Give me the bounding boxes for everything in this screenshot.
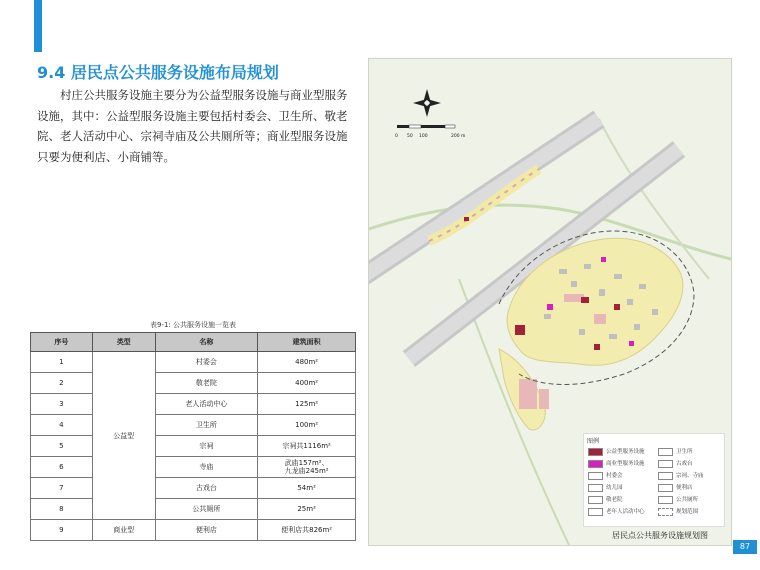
cell-no: 9 (31, 520, 93, 541)
scale-label: 100 (419, 134, 428, 139)
legend-label: 公益型服务设施 (606, 449, 645, 455)
legend-item (658, 483, 693, 492)
legend-swatch (588, 460, 603, 468)
cell-area: 125m² (258, 394, 356, 415)
cell-name: 卫生所 (155, 415, 258, 436)
cell-no: 2 (31, 373, 93, 394)
header-area: 建筑面积 (258, 333, 356, 352)
scale-label: 0 (395, 134, 398, 139)
cell-no: 5 (31, 436, 93, 457)
cell-no: 4 (31, 415, 93, 436)
cell-area: 100m² (258, 415, 356, 436)
cell-no: 6 (31, 457, 93, 478)
table-row (31, 415, 356, 436)
legend-symbol (588, 484, 603, 492)
cell-area (258, 457, 356, 478)
legend-symbol (658, 448, 673, 456)
cell-name: 便利店 (155, 520, 258, 541)
accent-bar (34, 0, 42, 52)
legend-symbol (588, 496, 603, 504)
header-type: 类型 (92, 333, 155, 352)
map-caption: 居民点公共服务设施规划图 (612, 531, 708, 540)
legend-item (588, 447, 645, 456)
cell-area: 25m² (258, 499, 356, 520)
legend-symbol (658, 508, 673, 516)
cell-name: 古戏台 (155, 478, 258, 499)
legend-symbol (658, 472, 673, 480)
legend-symbol (588, 508, 603, 516)
legend-item (588, 495, 623, 504)
cell-no: 8 (31, 499, 93, 520)
cell-area: 480m² (258, 352, 356, 373)
table-row (31, 499, 356, 520)
cell-no: 1 (31, 352, 93, 373)
cell-name: 寺庙 (155, 457, 258, 478)
legend-item (588, 471, 623, 480)
cell-area: 400m² (258, 373, 356, 394)
table-caption: 表9-1: 公共服务设施一览表 (149, 321, 237, 329)
legend-label: 敬老院 (606, 497, 623, 503)
legend-label: 幼儿园 (606, 485, 623, 491)
legend-label: 便利店 (676, 485, 693, 491)
cell-name: 公共厕所 (155, 499, 258, 520)
legend-item (658, 459, 693, 468)
header-name: 名称 (155, 333, 258, 352)
legend-label: 规划范围 (676, 509, 699, 515)
table-row (31, 478, 356, 499)
cell-area: 宗祠共1116m² (258, 436, 356, 457)
map-legend (583, 433, 725, 527)
legend-symbol (658, 496, 673, 504)
legend-label: 商业型服务设施 (606, 461, 645, 467)
legend-label: 村委会 (606, 473, 623, 479)
legend-symbol (588, 472, 603, 480)
cell-type-public: 公益型 (92, 352, 155, 520)
section-title: 9.4 居民点公共服务设施布局规划 (37, 63, 279, 82)
legend-symbol (658, 460, 673, 468)
table-row (31, 373, 356, 394)
table-row (31, 436, 356, 457)
cell-type-commercial: 商业型 (92, 520, 155, 541)
page-number: 87 (733, 540, 757, 554)
legend-item (588, 483, 623, 492)
intro-paragraph: 村庄公共服务设施主要分为公益型服务设施与商业型服务设施，其中：公益型服务设施主要包括村委会、卫生所、敬老院、老人活动中心、宗祠寺庙及公共厕所等；商业型服务设施只要为便利店、小商铺等。 (37, 88, 348, 164)
legend-label: 老年人活动中心 (606, 509, 645, 515)
legend-symbol (658, 484, 673, 492)
legend-swatch (588, 448, 603, 456)
legend-item (658, 495, 698, 504)
legend-item (658, 471, 704, 480)
table-row (31, 352, 356, 373)
facility-table (30, 332, 356, 541)
cell-no: 7 (31, 478, 93, 499)
legend-label: 古戏台 (676, 461, 693, 467)
cell-no: 3 (31, 394, 93, 415)
legend-item (588, 459, 645, 468)
table-row (31, 457, 356, 478)
cell-name: 老人活动中心 (155, 394, 258, 415)
legend-label: 卫生所 (676, 449, 693, 455)
legend-title: 图例 (587, 438, 600, 445)
header-no: 序号 (31, 333, 93, 352)
legend-item (658, 507, 698, 516)
cell-name: 村委会 (155, 352, 258, 373)
cell-area: 便利店共826m² (258, 520, 356, 541)
table-row (31, 520, 356, 541)
north-arrow (413, 89, 441, 117)
cell-name: 宗祠 (155, 436, 258, 457)
area-line: 武庙157m²、 (284, 459, 329, 467)
legend-label: 宗祠、寺庙 (676, 473, 704, 479)
table-header-row (31, 333, 356, 352)
scale-bar (397, 125, 455, 128)
scale-label: 200 m (451, 134, 466, 139)
legend-item (658, 447, 693, 456)
cell-name: 敬老院 (155, 373, 258, 394)
area-line: 九龙庙245m² (284, 467, 329, 475)
legend-item (588, 507, 645, 516)
legend-label: 公共厕所 (676, 497, 699, 503)
scale-label: 50 (407, 134, 413, 139)
table-row (31, 394, 356, 415)
cell-area: 54m² (258, 478, 356, 499)
